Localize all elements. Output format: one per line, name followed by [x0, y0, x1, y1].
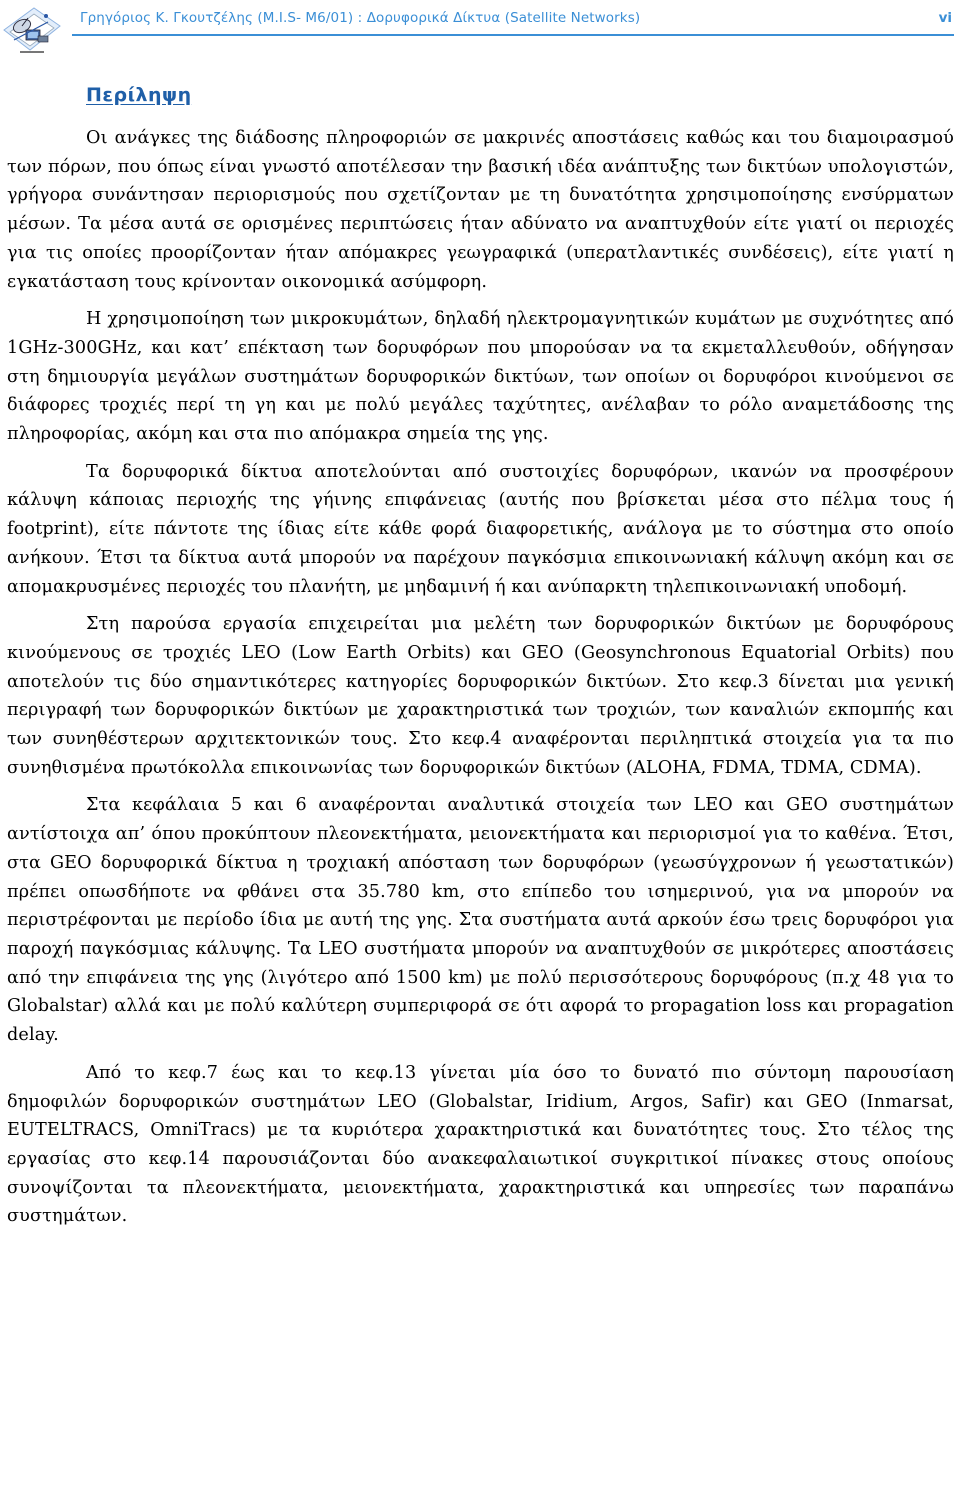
- paragraph-4: Στη παρούσα εργασία επιχειρείται μια μελέτη των δορυφορικών δικτύων με δορυφόρους κινούμενους σε τροχιές LEO (Low Earth Orbits) και GEO (Geosynchronous Equatorial Orbits) που αποτελούν τις δύο σημαντικότερες κατηγορίες δορυφορικών δικτύων. Στο κεφ.3 δίνεται μια γενική περιγραφή των δορυφορικών δικτύων με χαρακτηριστικά των τροχιών, των καναλιών εκπομπής και των συνηθέστερων αρχιτεκτονικών τους. Στο κεφ.4 αναφέρονται περιληπτικά στοιχεία για τα πιο συνηθισμένα πρωτόκολλα επικοινωνίας των δορυφορικών δικτύων (ALOHA, FDMA, TDMA, CDMA).: [7, 614, 954, 778]
- paragraph-1: Οι ανάγκες της διάδοσης πληροφοριών σε μακρινές αποστάσεις καθώς και του διαμοιρασμού των πόρων, που όπως είναι γνωστό αποτέλεσαν την βασική ιδέα ανάπτυξης των δικτύων υπολογιστών, γρήγορα συνάντησαν περιορισμούς που σχετίζονταν με τη δυνατότητα χρησιμοποίησης ενσύρματων μέσων. Τα μέσα αυτά σε ορισμένες περιπτώσεις ήταν αδύνατο να αναπτυχθούν είτε γιατί οι περιοχές για τις οποίες προορίζονταν ήταν απόμακρες γεωγραφικά (υπερατλαντικές συνδέσεις), είτε γιατί η εγκατάσταση τους κρίνονταν οικονομικά ασύμφορη.: [7, 128, 954, 292]
- paragraph-6: Από το κεφ.7 έως και το κεφ.13 γίνεται μία όσο το δυνατό πιο σύντομη παρουσίαση δημοφιλών δορυφορικών συστημάτων LEO (Globalstar, Iridium, Argos, Safir) και GEO (Inmarsat, EUTELTRACS, OmniTracs) με τα κυριότερα χαρακτηριστικά και δυνατότητες τους. Στο τέλος της εργασίας στο κεφ.14 παρουσιάζονται δύο ανακεφαλαιωτικοί συγκριτικοί πίνακες στους οποίους συνοψίζονται τα πλεονεκτήματα, μειονεκτήματα, χαρακτηριστικά και υπηρεσίες των παραπάνω συστημάτων.: [7, 1062, 954, 1227]
- paragraph-3: Τα δορυφορικά δίκτυα αποτελούνται από συστοιχίες δορυφόρων, ικανών να προσφέρουν κάλυψη κάποιας περιοχής της γήινης επιφάνειας (αυτής που βρίσκεται μέσα στο πέλμα τους ή footprint), είτε πάντοτε της ίδιας είτε κάθε φορά διαφορετικής, ανάλογα με το σύστημα στο οποίο ανήκουν. Έτσι τα δίκτυα αυτά μπορούν να παρέχουν παγκόσμια επικοινωνιακή κάλυψη ακόμη και σε απομακρυσμένες περιοχές του πλανήτη, με μηδαμινή ή και ανύπαρκτη τηλεπικοινωνιακή υποδομή.: [7, 461, 954, 597]
- section-title: Περίληψη: [86, 84, 192, 106]
- abstract-body: [7, 124, 954, 1231]
- header-divider: [72, 34, 954, 36]
- satellite-dish-logo-icon: [0, 0, 64, 64]
- paragraph-5: Στα κεφάλαια 5 και 6 αναφέρονται αναλυτικά στοιχεία των LEO και GEO συστημάτων αντίστοιχα απ’ όπου προκύπτουν πλεονεκτήματα, μειονεκτήματα και περιορισμοί για το καθένα. Έτσι, στα GEO δορυφορικά δίκτυα η τροχιακή απόσταση των δορυφόρων (γεωσύγχρονων ή γεωστατικών) πρέπει οπωσδήποτε να φθάνει στα 35.780 km, στο επίπεδο του ισημερινού, για να μπορούν να περιστρέφονται με περίοδο ίδια με αυτή της γης. Στα συστήματα αυτά αρκούν έσω τρεις δορυφόροι για παροχή παγκόσμιας κάλυψης. Τα LEO συστήματα μπορούν να αναπτυχθούν σε μικρότερες αποστάσεις από την επιφάνεια της γης (λιγότερο από 1500 km) με πολύ περισσότερους δορυφόρους (π.χ 48 για το Globalstar) αλλά και με πολύ καλύτερη συμπεριφορά σε ότι αφορά το propagation loss και propagation delay.: [7, 795, 954, 1046]
- header-title: Γρηγόριος Κ. Γκουτζέλης (Μ.Ι.S- Μ6/01) : Δορυφορικά Δίκτυα (Satellite Networks): [80, 10, 641, 26]
- paragraph-2: Η χρησιμοποίηση των μικροκυμάτων, δηλαδή ηλεκτρομαγνητικών κυμάτων με συχνότητες από 1GHz-300GHz, και κατ’ επέκταση των δορυφόρων που μπορούσαν να τα εκμεταλλευθούν, οδήγησαν στη δημιουργία μεγάλων συστημάτων δορυφορικών δικτύων, των οποίων οι δορυφόροι κινούμενοι σε διάφορες τροχιές περί τη γη και με πολύ μεγάλες ταχύτητες, ανέλαβαν το ρόλο αναμετάδοσης της πληροφορίας, ακόμη και στα πιο απόμακρα σημεία της γης.: [7, 309, 954, 445]
- page-number: vi: [938, 10, 952, 26]
- page-header: [0, 0, 960, 40]
